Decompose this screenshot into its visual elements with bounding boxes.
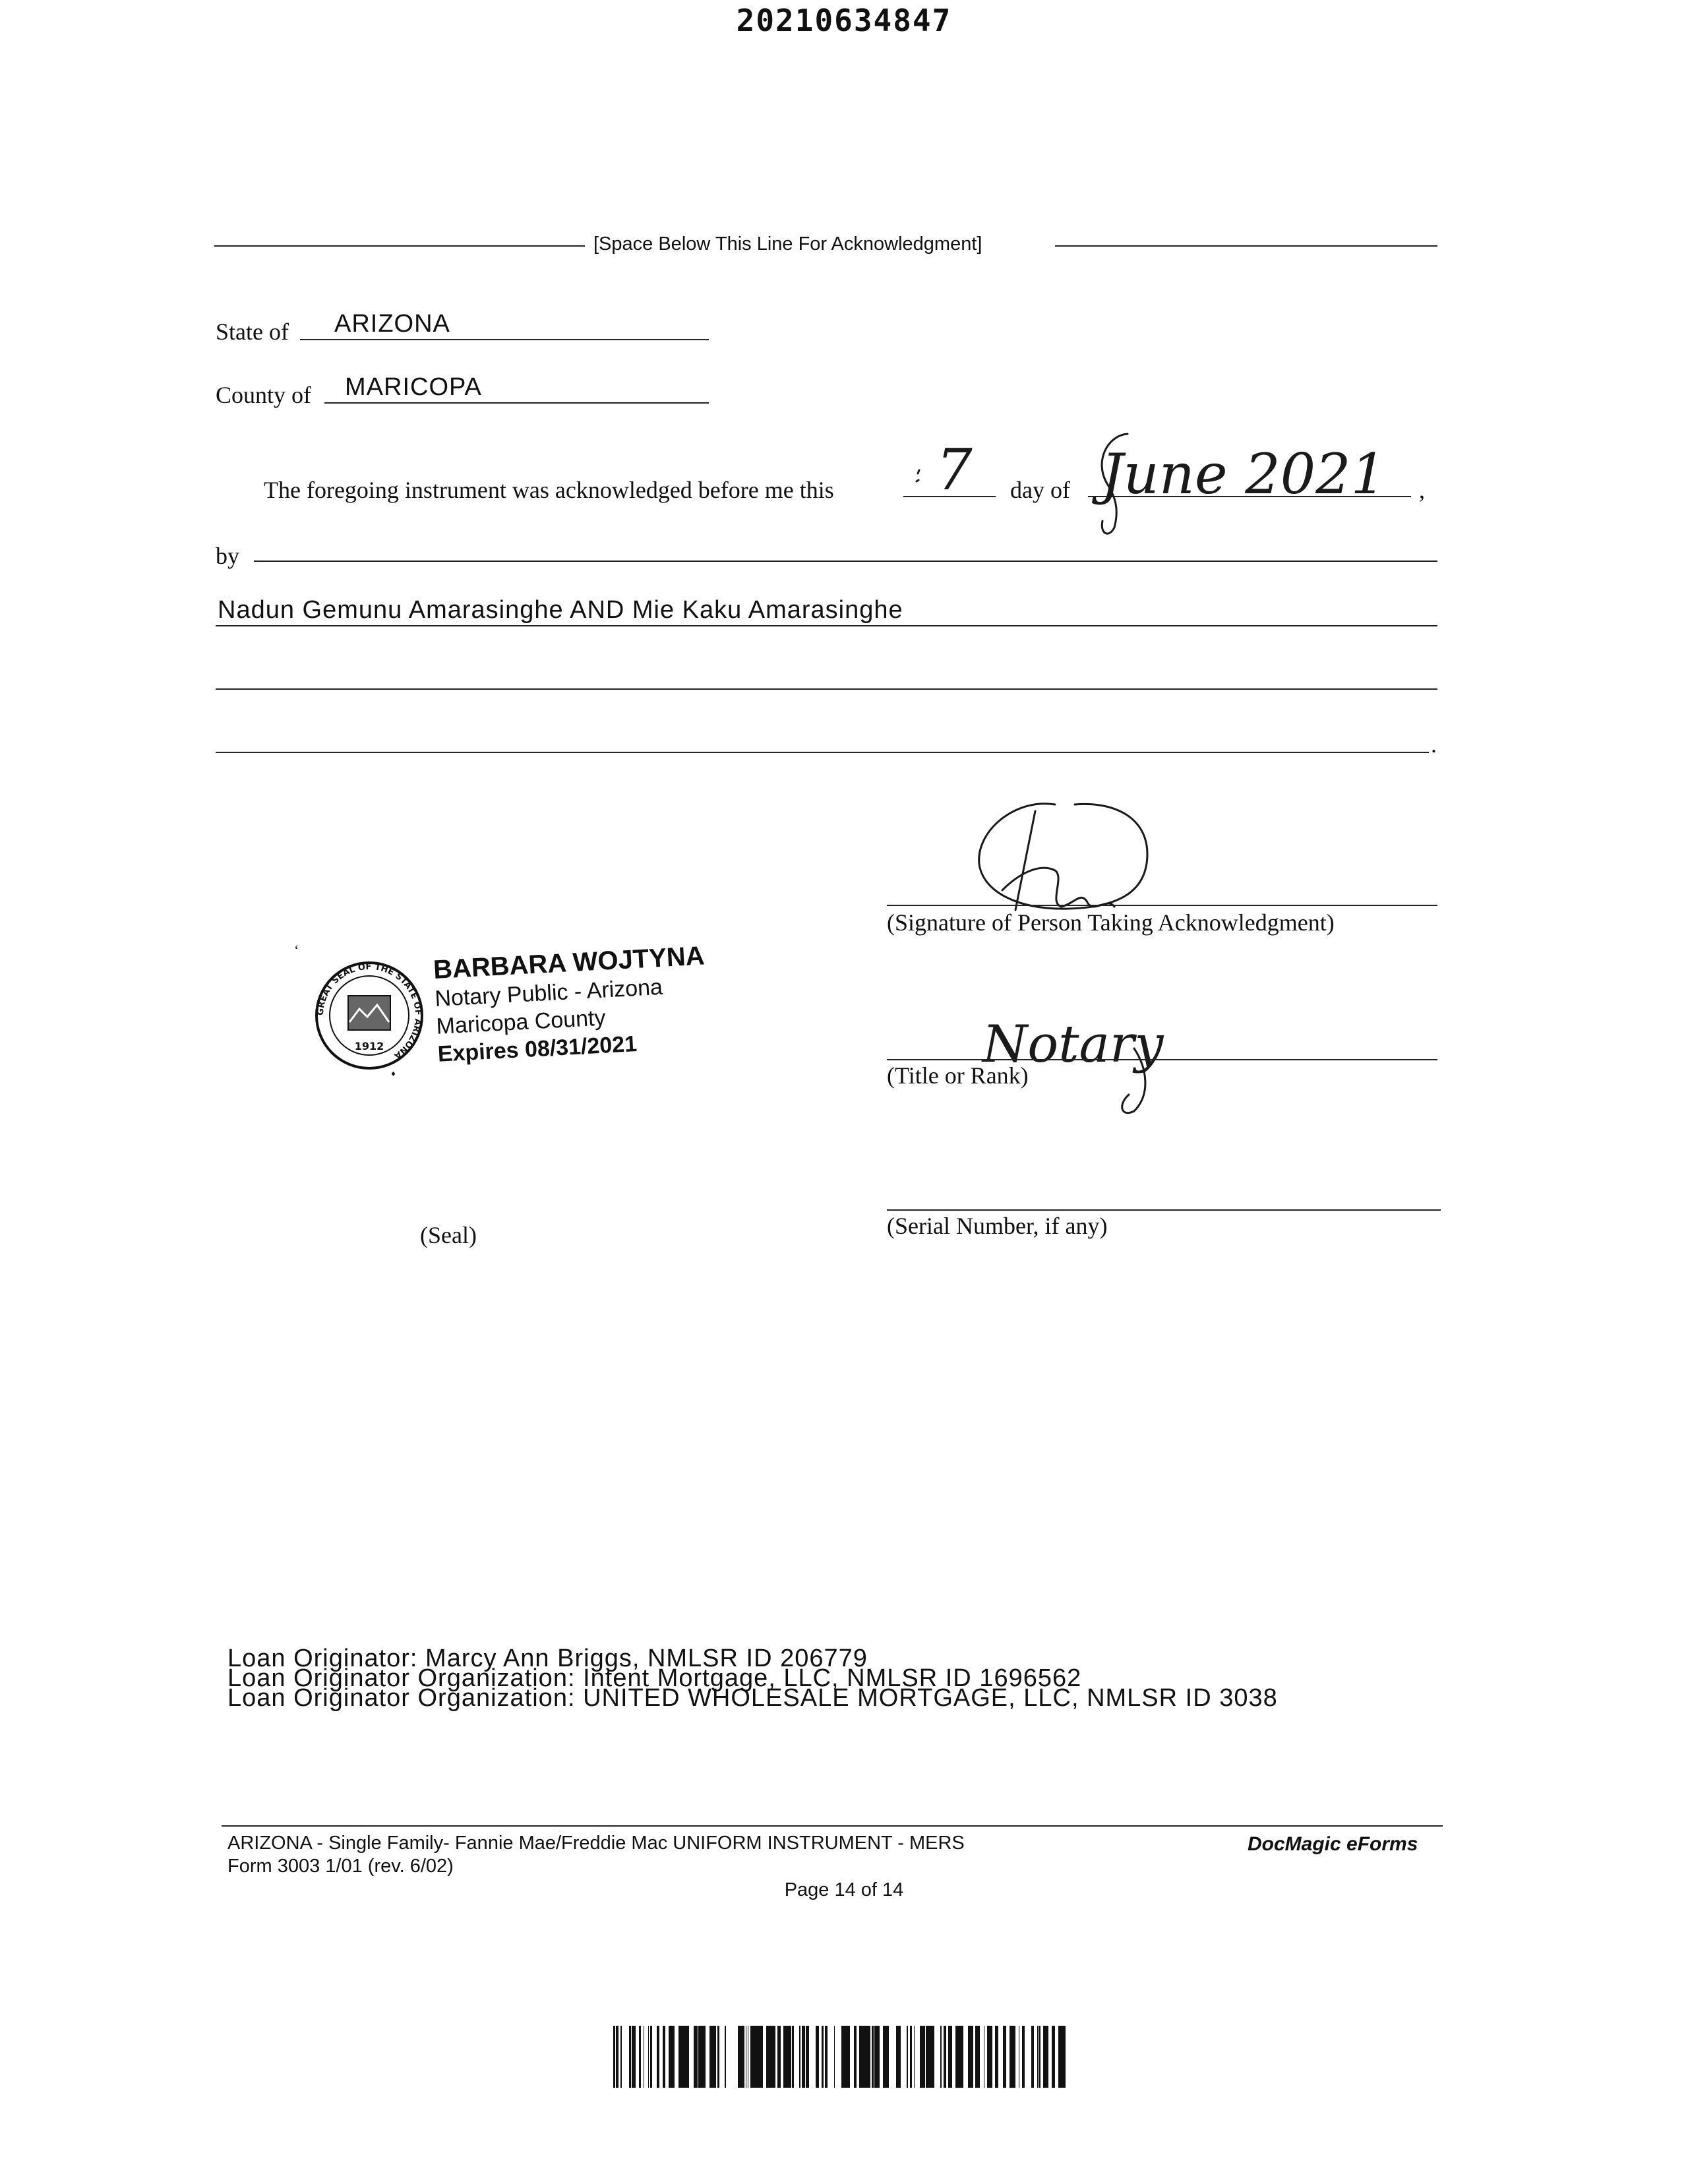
barcode-bar <box>971 2026 973 2088</box>
county-value: MARICOPA <box>345 373 482 401</box>
title-handwriting <box>956 989 1180 1121</box>
barcode-bar <box>841 2026 844 2088</box>
barcode-bar <box>683 2026 686 2088</box>
barcode-bar <box>1010 2026 1011 2088</box>
barcode-bar <box>816 2026 819 2088</box>
barcode-bar <box>1003 2026 1006 2088</box>
barcode-bar <box>752 2026 754 2088</box>
barcode-bar <box>750 2026 752 2088</box>
barcode-bar <box>975 2026 978 2088</box>
barcode-bar <box>758 2026 761 2088</box>
barcode-bar <box>754 2026 755 2088</box>
barcode-bar <box>1052 2026 1055 2088</box>
signature-underline <box>887 905 1437 906</box>
barcode-bar <box>700 2026 701 2088</box>
state-value: ARIZONA <box>334 310 450 338</box>
state-label: State of <box>216 318 289 345</box>
barcode-bar <box>783 2026 786 2088</box>
barcode-bar <box>1013 2026 1015 2088</box>
barcode-bar <box>922 2026 925 2088</box>
barcode-bar <box>650 2026 651 2088</box>
loan-originator-org-line: Loan Originator Organization: UNITED WHOLESALE MORTGAGE, LLC, NMLSR ID 3038 <box>227 1684 1278 1712</box>
barcode-bar <box>766 2026 768 2088</box>
barcode-bar <box>859 2026 862 2088</box>
barcode-bar <box>613 2026 615 2088</box>
barcode-bar <box>866 2026 867 2088</box>
barcode-bar <box>657 2026 659 2088</box>
barcode-bar <box>929 2026 932 2088</box>
county-underline <box>324 402 709 404</box>
barcode-bar <box>648 2026 649 2088</box>
barcode-bar <box>703 2026 705 2088</box>
barcode-bar <box>1046 2026 1048 2088</box>
barcode-bar <box>742 2026 744 2088</box>
barcode-bar <box>867 2026 870 2088</box>
barcode-bar <box>738 2026 740 2088</box>
barcode-bar <box>884 2026 887 2088</box>
barcode-bar <box>802 2026 805 2088</box>
barcode-bar <box>673 2026 675 2088</box>
barcode-bar <box>698 2026 700 2088</box>
barcode-bar <box>620 2026 622 2088</box>
barcode-bar <box>705 2026 706 2088</box>
barcode-bar <box>865 2026 866 2088</box>
barcode-bar <box>962 2026 963 2088</box>
notary-expiration: Expires 08/31/2021 <box>437 1031 638 1067</box>
header-rule-left <box>214 245 585 247</box>
document-number: 20210634847 <box>736 3 952 38</box>
ack-sentence-prefix: The foregoing instrument was acknowledged before me this <box>264 477 834 503</box>
barcode-bar <box>978 2026 979 2088</box>
barcode-bar <box>862 2026 865 2088</box>
footer-rule <box>222 1825 1443 1827</box>
barcode-bar <box>1022 2026 1023 2088</box>
barcode-bar <box>822 2026 824 2088</box>
barcode-bar <box>907 2026 908 2088</box>
barcode-bar <box>806 2026 808 2088</box>
barcode-bar <box>768 2026 771 2088</box>
barcode-bar <box>957 2026 959 2088</box>
notary-title: Notary Public - Arizona <box>434 974 663 1012</box>
barcode-bar <box>1045 2026 1046 2088</box>
notary-county: Maricopa County <box>435 1005 607 1039</box>
barcode-bar <box>1011 2026 1013 2088</box>
barcode-bar <box>799 2026 800 2088</box>
handwritten-day <box>905 435 1004 498</box>
barcode-bar <box>1058 2026 1060 2088</box>
ack-sentence-middle: day of <box>1010 477 1070 503</box>
barcode <box>613 2026 1068 2088</box>
barcode-bar <box>1044 2026 1045 2088</box>
barcode-bar <box>896 2026 897 2088</box>
serial-underline <box>887 1209 1441 1211</box>
footer-form-info <box>227 1832 965 1878</box>
barcode-bar <box>897 2026 901 2088</box>
barcode-bar <box>792 2026 794 2088</box>
seal-ring-text: GREAT SEAL OF THE STATE OF ARIZONA <box>315 961 423 1061</box>
notary-stamp <box>310 941 732 1101</box>
barcode-bar <box>910 2026 912 2088</box>
signature-label: (Signature of Person Taking Acknowledgment) <box>887 909 1335 936</box>
barcode-bar <box>955 2026 957 2088</box>
barcode-bar <box>740 2026 742 2088</box>
barcode-bar <box>948 2026 950 2088</box>
barcode-bar <box>616 2026 618 2088</box>
title-underline <box>887 1059 1437 1060</box>
notary-name: BARBARA WOJTYNA <box>433 941 706 985</box>
barcode-bar <box>844 2026 845 2088</box>
barcode-bar <box>680 2026 683 2088</box>
barcode-bar <box>1037 2026 1039 2088</box>
barcode-bar <box>717 2026 719 2088</box>
barcode-bar <box>959 2026 962 2088</box>
barcode-bar <box>979 2026 980 2088</box>
barcode-bar <box>1039 2026 1040 2088</box>
barcode-bar <box>632 2026 635 2088</box>
seal-year: 1912 <box>354 1040 384 1052</box>
state-seal <box>310 950 429 1081</box>
barcode-bar <box>940 2026 942 2088</box>
barcode-bar <box>988 2026 990 2088</box>
trailing-period: . <box>1431 731 1437 758</box>
barcode-bar <box>987 2026 988 2088</box>
barcode-bar <box>1043 2026 1044 2088</box>
barcode-bar <box>849 2026 850 2088</box>
barcode-bar <box>1031 2026 1034 2088</box>
barcode-bar <box>725 2026 726 2088</box>
barcode-bar <box>773 2026 775 2088</box>
by-label: by <box>216 543 239 569</box>
footer-line-2: Form 3003 1/01 (rev. 6/02) <box>227 1856 454 1877</box>
stray-mark: ʻ <box>294 942 299 958</box>
barcode-bar <box>1023 2026 1025 2088</box>
loan-originator-org-line: Loan Originator Organization: Intent Mortgage, LLC, NMLSR ID 1696562 <box>227 1664 1082 1692</box>
barcode-bar <box>834 2026 835 2088</box>
barcode-bar <box>887 2026 889 2088</box>
barcode-bar <box>709 2026 712 2088</box>
signers-underline <box>216 625 1437 626</box>
barcode-bar <box>712 2026 715 2088</box>
state-underline <box>300 339 709 340</box>
handwritten-month-year <box>1088 422 1431 541</box>
barcode-bar <box>944 2026 946 2088</box>
blank-line-1 <box>216 688 1437 690</box>
title-value: Notary <box>982 1015 1164 1074</box>
barcode-bar <box>686 2026 689 2088</box>
barcode-bar <box>671 2026 673 2088</box>
barcode-bar <box>771 2026 773 2088</box>
barcode-bar <box>872 2026 874 2088</box>
barcode-bar <box>663 2026 665 2088</box>
footer-brand: DocMagic eForms <box>1248 1833 1418 1855</box>
barcode-bar <box>629 2026 631 2088</box>
barcode-bar <box>777 2026 781 2088</box>
day-value: 7 <box>936 437 973 498</box>
barcode-bar <box>914 2026 915 2088</box>
barcode-bar <box>678 2026 680 2088</box>
barcode-bar <box>845 2026 849 2088</box>
barcode-bar <box>696 2026 698 2088</box>
barcode-bar <box>950 2026 952 2088</box>
barcode-bar <box>635 2026 636 2088</box>
by-underline <box>254 561 1437 562</box>
barcode-bar <box>968 2026 971 2088</box>
acknowledgment-header: [Space Below This Line For Acknowledgment] <box>593 233 982 255</box>
barcode-bar <box>932 2026 934 2088</box>
page-number: Page 14 of 14 <box>784 1879 904 1900</box>
header-rule-right <box>1055 245 1437 247</box>
barcode-bar <box>788 2026 791 2088</box>
barcode-bar <box>878 2026 880 2088</box>
ack-sentence-suffix: , <box>1419 477 1425 503</box>
barcode-bar <box>874 2026 878 2088</box>
barcode-bar <box>883 2026 884 2088</box>
barcode-bar <box>995 2026 998 2088</box>
barcode-bar <box>1062 2026 1066 2088</box>
barcode-bar <box>920 2026 922 2088</box>
barcode-bar <box>1060 2026 1062 2088</box>
barcode-bar <box>669 2026 671 2088</box>
barcode-bar <box>786 2026 788 2088</box>
barcode-bar <box>639 2026 641 2088</box>
barcode-bar <box>715 2026 716 2088</box>
barcode-bar <box>854 2026 855 2088</box>
barcode-bar <box>855 2026 857 2088</box>
loan-originator-block <box>227 1645 1278 1712</box>
barcode-bar <box>701 2026 703 2088</box>
blank-line-2 <box>216 752 1429 753</box>
barcode-bar <box>694 2026 696 2088</box>
barcode-bar <box>755 2026 758 2088</box>
barcode-bar <box>761 2026 763 2088</box>
county-label: County of <box>216 382 312 408</box>
loan-originator-line: Loan Originator: Marcy Ann Briggs, NMLSR ID 206779 <box>227 1645 868 1672</box>
barcode-bar <box>651 2026 652 2088</box>
month-value: June 2021 <box>1101 442 1387 506</box>
barcode-bar <box>926 2026 929 2088</box>
seal-label: (Seal) <box>420 1222 477 1248</box>
barcode-bar <box>990 2026 992 2088</box>
title-label: (Title or Rank) <box>887 1062 1029 1089</box>
svg-text:♦: ♦ <box>390 1071 396 1078</box>
footer-line-1: ARIZONA - Single Family- Fannie Mae/Freddie Mac UNIFORM INSTRUMENT - MERS <box>227 1833 965 1854</box>
signers-names: Nadun Gemunu Amarasinghe AND Mie Kaku Amarasinghe <box>218 596 903 624</box>
barcode-bar <box>808 2026 809 2088</box>
barcode-bar <box>826 2026 828 2088</box>
serial-label: (Serial Number, if any) <box>887 1213 1108 1239</box>
barcode-bar <box>825 2026 826 2088</box>
